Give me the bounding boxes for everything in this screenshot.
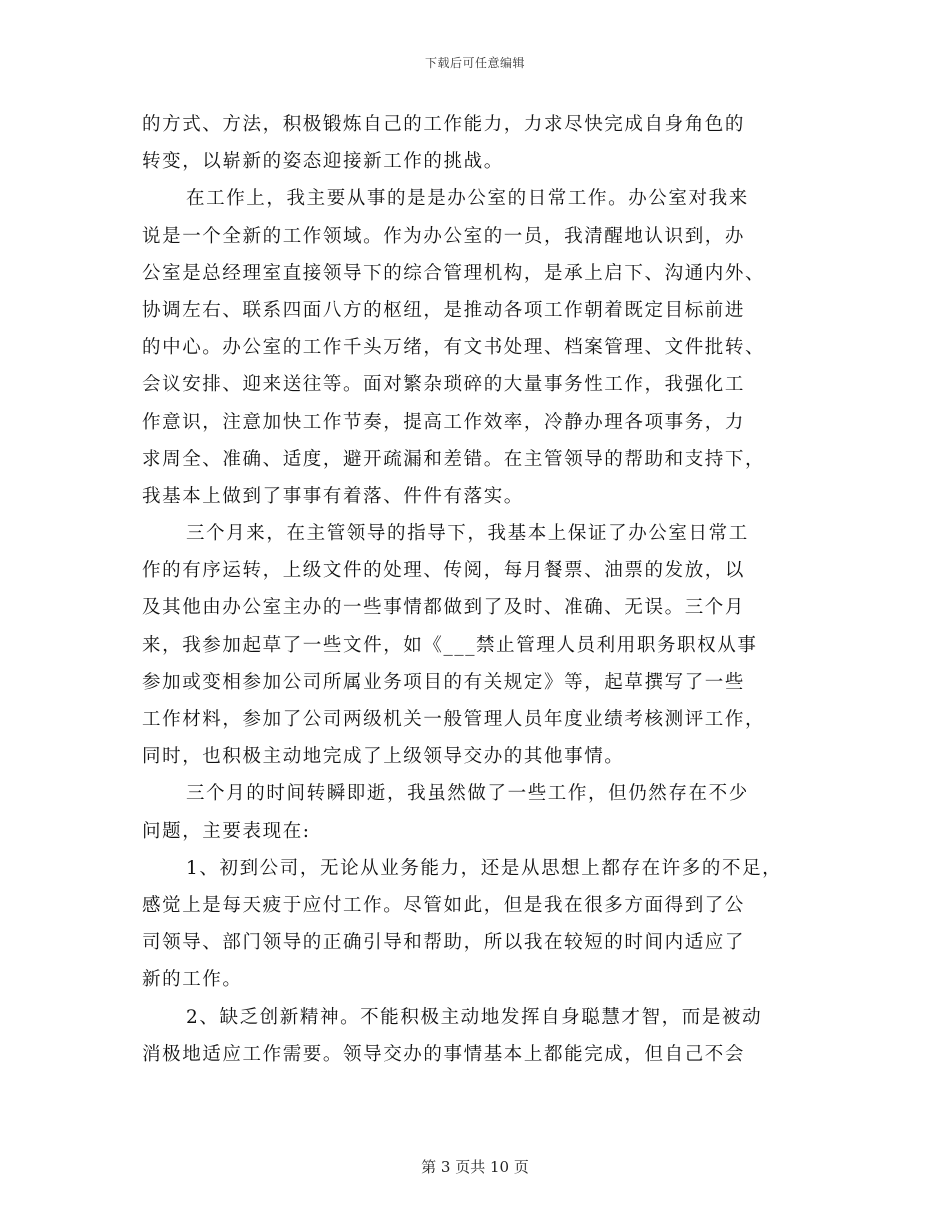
text-line: 同时，也积极主动地完成了上级领导交办的其他事情。 [142,746,625,768]
text-line: 协调左右、联系四面八方的枢纽，是推动各项工作朝着既定目标前进 [142,299,746,321]
text-line: 说是一个全新的工作领域。作为办公室的一员，我清醒地认识到，办 [142,225,746,247]
paragraph-first-line: 三个月的时间转瞬即逝，我虽然做了一些工作，但仍然存在不少 [186,783,749,805]
paragraph-first-line: 在工作上，我主要从事的是是办公室的日常工作。办公室对我来 [186,188,749,210]
text-line: 工作材料，参加了公司两级机关一般管理人员年度业绩考核测评工作， [142,709,766,730]
paragraph-first-line: 三个月来，在主管领导的指导下，我基本上保证了办公室日常工 [186,523,749,545]
text-line: 来，我参加起草了一些文件，如《___禁止管理人员利用职务职权从事 [142,634,758,656]
text-line: 问题，主要表现在: [142,820,311,842]
paragraph-first-line: 2、缺乏创新精神。不能积极主动地发挥自身聪慧才智，而是被动 [186,1006,763,1028]
text-line: 转变，以崭新的姿态迎接新工作的挑战。 [142,151,504,173]
page-header: 下载后可任意编辑 [424,56,525,70]
text-line: 求周全、准确、适度，避开疏漏和差错。在主管领导的帮助和支持下， [142,448,766,470]
text-line: 消极地适应工作需要。领导交办的事情基本上都能完成，但自己不会 [142,1043,746,1065]
text-line: 参加或变相参加公司所属业务项目的有关规定》等，起草撰写了一些 [142,671,746,693]
text-line: 作意识，注意加快工作节奏，提高工作效率，冷静办理各项事务，力 [142,411,746,433]
text-line: 的中心。办公室的工作千头万绪，有文书处理、档案管理、文件批转、 [142,337,766,359]
text-line: 公室是总经理室直接领导下的综合管理机构，是承上启下、沟通内外、 [142,262,766,284]
text-line: 会议安排、迎来送往等。面对繁杂琐碎的大量事务性工作，我强化工 [142,374,746,396]
text-line: 感觉上是每天疲于应付工作。尽管如此，但是我在很多方面得到了公 [142,894,746,916]
text-line: 我基本上做到了事事有着落、件件有落实。 [142,485,524,507]
page-number-footer: 第 3 页共 10 页 [421,1158,529,1176]
text-line: 的方式、方法，积极锻炼自己的工作能力，力求尽快完成自身角色的 [142,114,746,135]
document-body [142,106,818,1073]
text-line: 作的有序运转，上级文件的处理、传阅，每月餐票、油票的发放，以 [142,560,746,582]
text-line: 新的工作。 [142,969,243,991]
paragraph-first-line: 1、初到公司，无论从业务能力，还是从思想上都存在许多的不足， [186,857,783,879]
text-line: 司领导、部门领导的正确引导和帮助，所以我在较短的时间内适应了 [142,932,746,954]
text-line: 及其他由办公室主办的一些事情都做到了及时、准确、无误。三个月 [142,597,746,619]
